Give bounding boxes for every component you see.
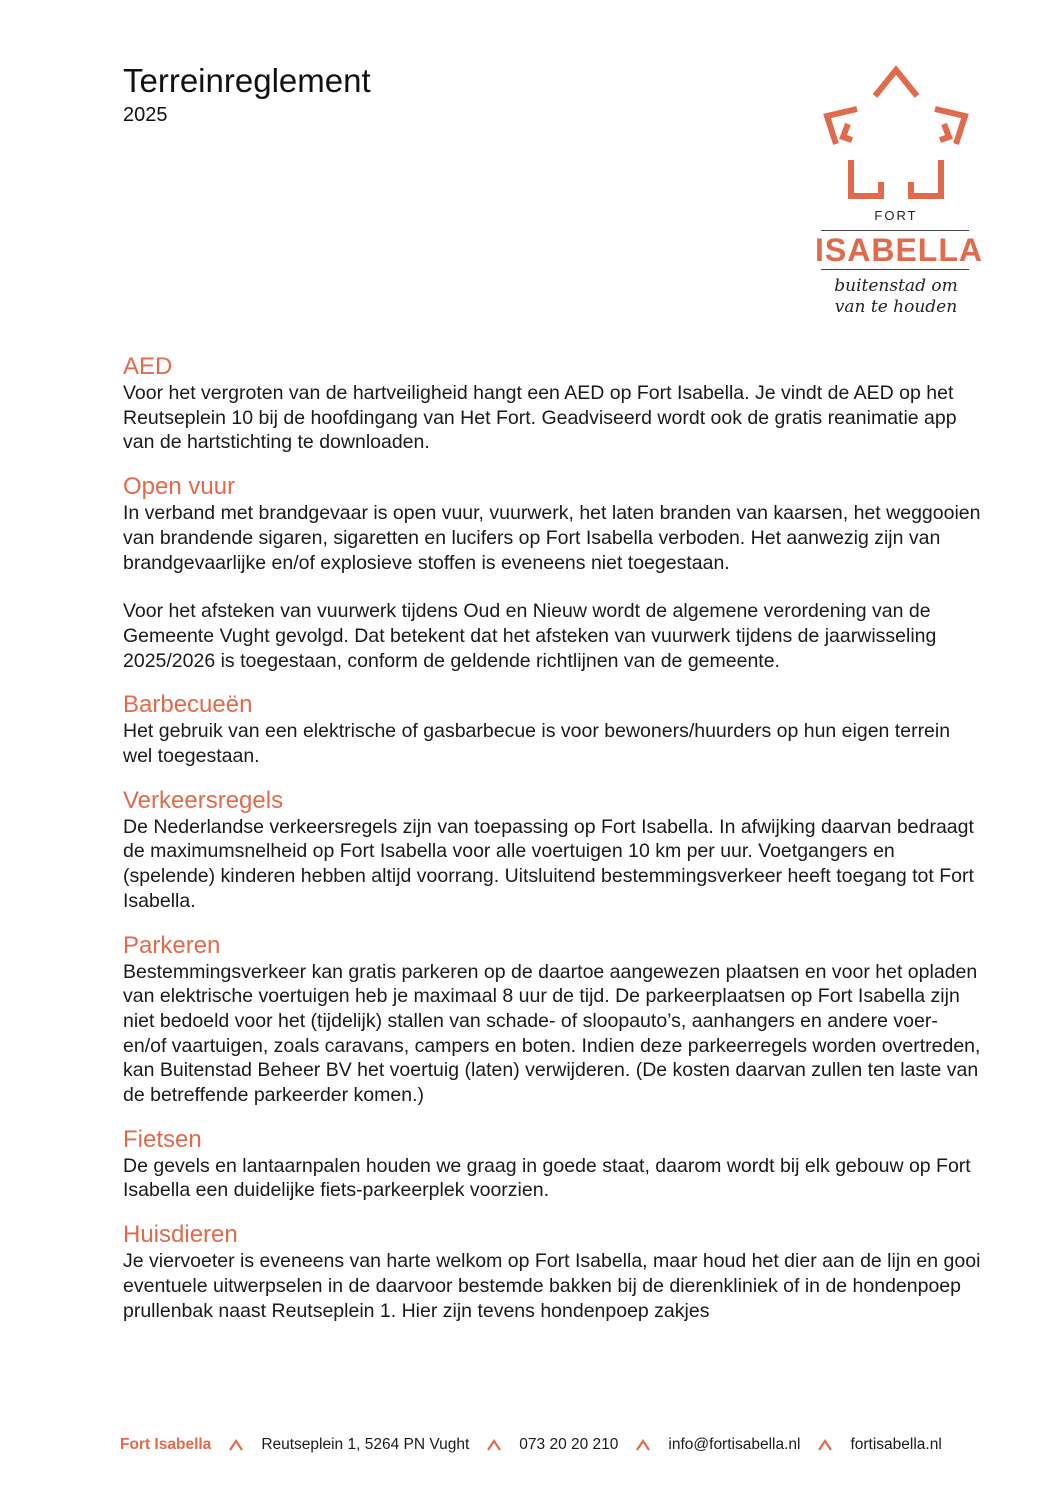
section-fietsen	[123, 1126, 983, 1203]
logo-tagline	[815, 276, 977, 318]
section-aed	[123, 353, 983, 455]
document-year: 2025	[123, 104, 168, 126]
roof-separator-icon	[816, 1438, 834, 1452]
footer-brand: Fort Isabella	[120, 1436, 212, 1453]
footer-website[interactable]: fortisabella.nl	[850, 1436, 942, 1453]
logo-tagline-line2: van te houden	[834, 297, 958, 317]
section-paragraph: Het gebruik van een elektrische of gasbarbecue is voor bewoners/huurders op hun eigen terrein wel toegestaan.	[123, 720, 951, 768]
section-huisdieren	[123, 1221, 983, 1323]
section-paragraph: De gevels en lantaarnpalen houden we graag in goede staat, daarom wordt bij elk gebouw op Fort Isabella een duidelijke fiets-parkeerplek voorzien.	[123, 1154, 971, 1202]
logo-divider	[821, 269, 969, 270]
regulations-content	[123, 353, 983, 1341]
footer-email[interactable]: info@fortisabella.nl	[668, 1436, 801, 1453]
section-barbecueen	[123, 691, 983, 768]
roof-separator-icon	[634, 1438, 652, 1452]
section-parkeren	[123, 932, 983, 1108]
section-heading: Open vuur	[123, 473, 236, 501]
section-heading: Huisdieren	[123, 1221, 238, 1249]
section-heading: Verkeersregels	[123, 786, 284, 814]
section-paragraph: Voor het vergroten van de hartveiligheid hangt een AED op Fort Isabella. Je vindt de AED op het Reutseplein 10 bij de hoofdingang van Het Fort. Geadviseerd wordt ook de gratis reanimatie app van de hartstichting te downloaden.	[123, 382, 957, 454]
logo-isabella-text: ISABELLA	[815, 232, 983, 268]
section-paragraph: Voor het afsteken van vuurwerk tijdens Oud en Nieuw wordt de algemene verordening van de Gemeente Vught gevolgd. Dat betekent dat het afsteken van vuurwerk tijdens de jaarwisseling 2025/2026 is toegestaan, conform de geldende richtlijnen van de gemeente.	[123, 600, 937, 672]
section-paragraph: Je viervoeter is eveneens van harte welkom op Fort Isabella, maar houd het dier aan de lijn en gooi eventuele uitwerpselen in de daarvoor bestemde bakken bij de dierenkliniek of in de hondenpoep prullenbak naast Reutseplein 1. Hier zijn tevens hondenpoep zakjes	[123, 1250, 981, 1322]
section-heading: Barbecueën	[123, 691, 253, 719]
section-heading: AED	[123, 353, 173, 380]
section-paragraph: In verband met brandgevaar is open vuur, vuurwerk, het laten branden van kaarsen, het weggooien van brandende sigaren, sigaretten en lucifers op Fort Isabella verboden. Het aanwezig zijn van brandgevaarlijke en/of explosieve stoffen is eveneens niet toegestaan.	[123, 502, 981, 574]
footer-address: Reutseplein 1, 5264 PN Vught	[261, 1436, 470, 1453]
section-paragraph: De Nederlandse verkeersregels zijn van toepassing op Fort Isabella. In afwijking daarvan bedraagt de maximumsnelheid op Fort Isabella voor alle voertuigen 10 km per uur. Voetgangers en (spelende) kinderen hebben altijd voorrang. Uitsluitend bestemmingsverkeer heeft toegang tot Fort Isabella.	[123, 815, 974, 912]
logo-tagline-line1: buitenstad om	[834, 276, 958, 296]
logo-divider	[821, 230, 969, 231]
section-paragraph: Bestemmingsverkeer kan gratis parkeren op de daartoe aangewezen plaatsen en voor het opladen van elektrische voertuigen heb je maximaal 8 uur de tijd. De parkeerplaatsen op Fort Isabella zijn niet bedoeld voor het (tijdelijk) stallen van schade- of sloopauto’s, aanhangers en andere voer- en/of vaartuigen, zoals caravans, campers en boten. Indien deze parkeerregels worden overtreden, kan Buitenstad Beheer BV het voertuig (laten) verwijderen. (De kosten daarvan zullen ten laste van de betreffende parkeerder komen.)	[123, 960, 981, 1107]
section-heading: Parkeren	[123, 931, 221, 959]
roof-separator-icon	[485, 1438, 503, 1452]
page-footer	[120, 1436, 942, 1454]
roof-separator-icon	[227, 1438, 245, 1452]
section-heading: Fietsen	[123, 1125, 202, 1153]
fort-isabella-logo	[815, 58, 983, 323]
star-fort-logo-icon	[815, 58, 977, 208]
document-title: Terreinreglement	[123, 62, 371, 99]
section-verkeersregels	[123, 787, 983, 914]
footer-phone[interactable]: 073 20 20 210	[519, 1436, 619, 1453]
section-open-vuur	[123, 473, 983, 673]
logo-fort-text: FORT	[874, 208, 918, 223]
